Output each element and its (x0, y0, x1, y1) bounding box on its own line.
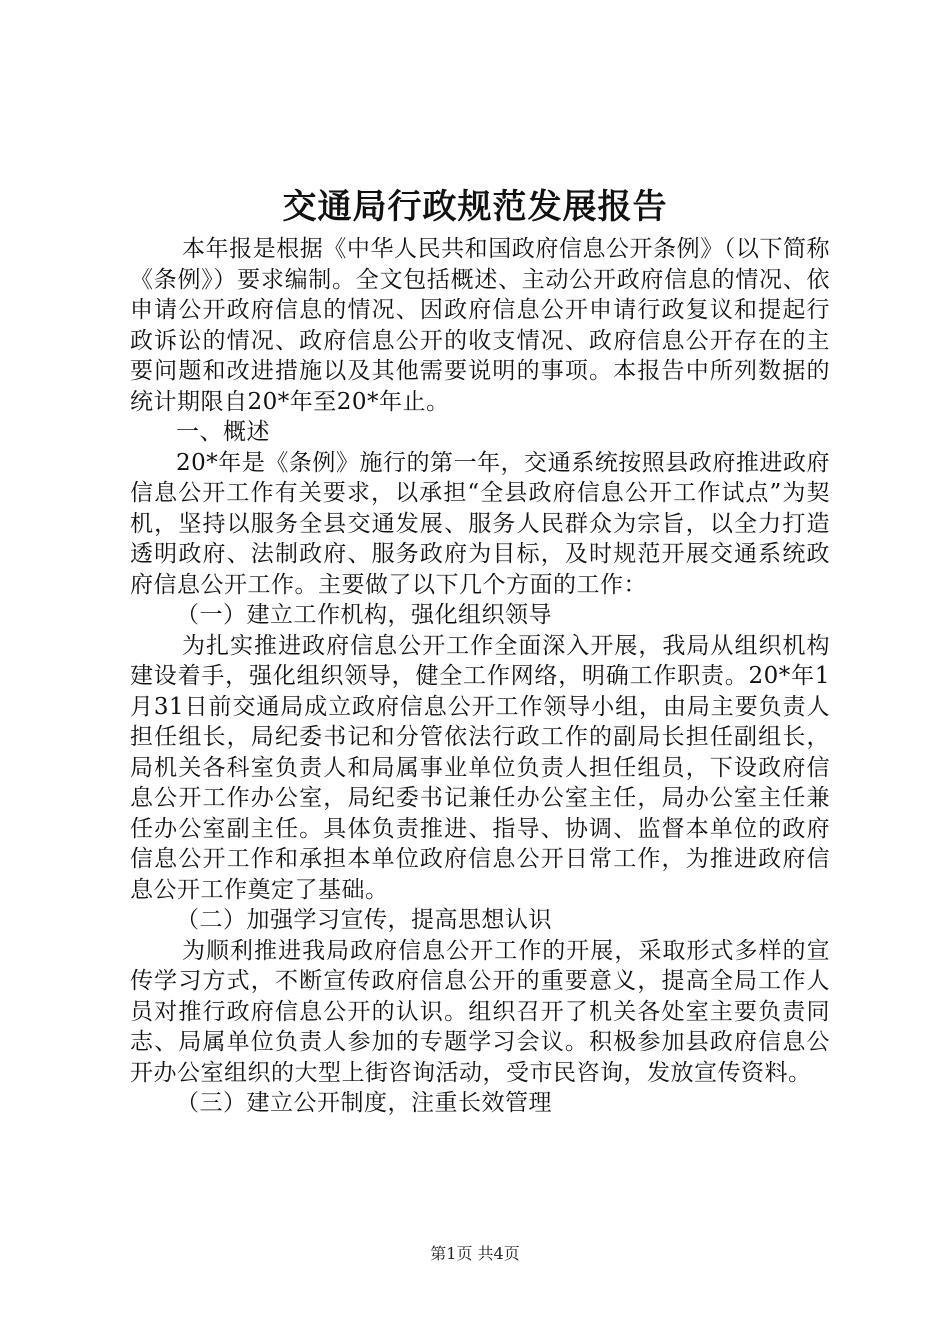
subheading-1: （一）建立工作机构，强化组织领导 (176, 602, 552, 628)
section-heading-overview: 一、概述 (176, 419, 270, 445)
document-title: 交通局行政规范发展报告 (282, 187, 668, 227)
intro-paragraph: 本年报是根据《中华人民共和国政府信息公开条例》（以下简称《条例》）要求编制。全文包括概述、主动公开政府信息的情况、依申请公开政府信息的情况、因政府信息公开申请行政复议和提起行政诉讼的情况、政府信息公开的收支情况、政府信息公开存在的主要问题和改进措施以及其他需要说明的事项。本报告中所列数据的统计期限自20*年至20*年止。 (130, 236, 830, 415)
subsection-1-paragraph: 为扎实推进政府信息公开工作全面深入开展，我局从组织机构建设着手，强化组织领导，健全工作网络，明确工作职责。20*年1月31日前交通局成立政府信息公开工作领导小组，由局主要负责人担任组长，局纪委书记和分管依法行政工作的副局长担任副组长，局机关各科室负责人和局属事业单位负责人担任组员，下设政府信息公开工作办公室，局纪委书记兼任办公室主任，局办公室主任兼任办公室副主任。具体负责推进、指导、协调、监督本单位的政府信息公开工作和承担本单位政府信息公开日常工作，为推进政府信息公开工作奠定了基础。 (130, 632, 830, 903)
page-number-footer: 第1页 共4页 (430, 1244, 520, 1263)
subsection-2-paragraph: 为顺利推进我局政府信息公开工作的开展，采取形式多样的宣传学习方式，不断宣传政府信息公开的重要意义，提高全局工作人员对推行政府信息公开的认识。组织召开了机关各处室主要负责同志、局属单位负责人参加的专题学习会议。积极参加县政府信息公开办公室组织的大型上街咨询活动，受市民咨询，发放宣传资料。 (130, 937, 830, 1086)
subheading-2: （二）加强学习宣传，提高思想认识 (176, 907, 552, 933)
document-body (130, 234, 830, 1119)
subheading-3: （三）建立公开制度，注重长效管理 (176, 1090, 552, 1116)
overview-paragraph: 20*年是《条例》施行的第一年，交通系统按照县政府推进政府信息公开工作有关要求，以承担“全县政府信息公开工作试点”为契机，坚持以服务全县交通发展、服务人民群众为宗旨，以全力打造透明政府、法制政府、服务政府为目标，及时规范开展交通系统政府信息公开工作。主要做了以下几个方面的工作： (130, 449, 830, 598)
